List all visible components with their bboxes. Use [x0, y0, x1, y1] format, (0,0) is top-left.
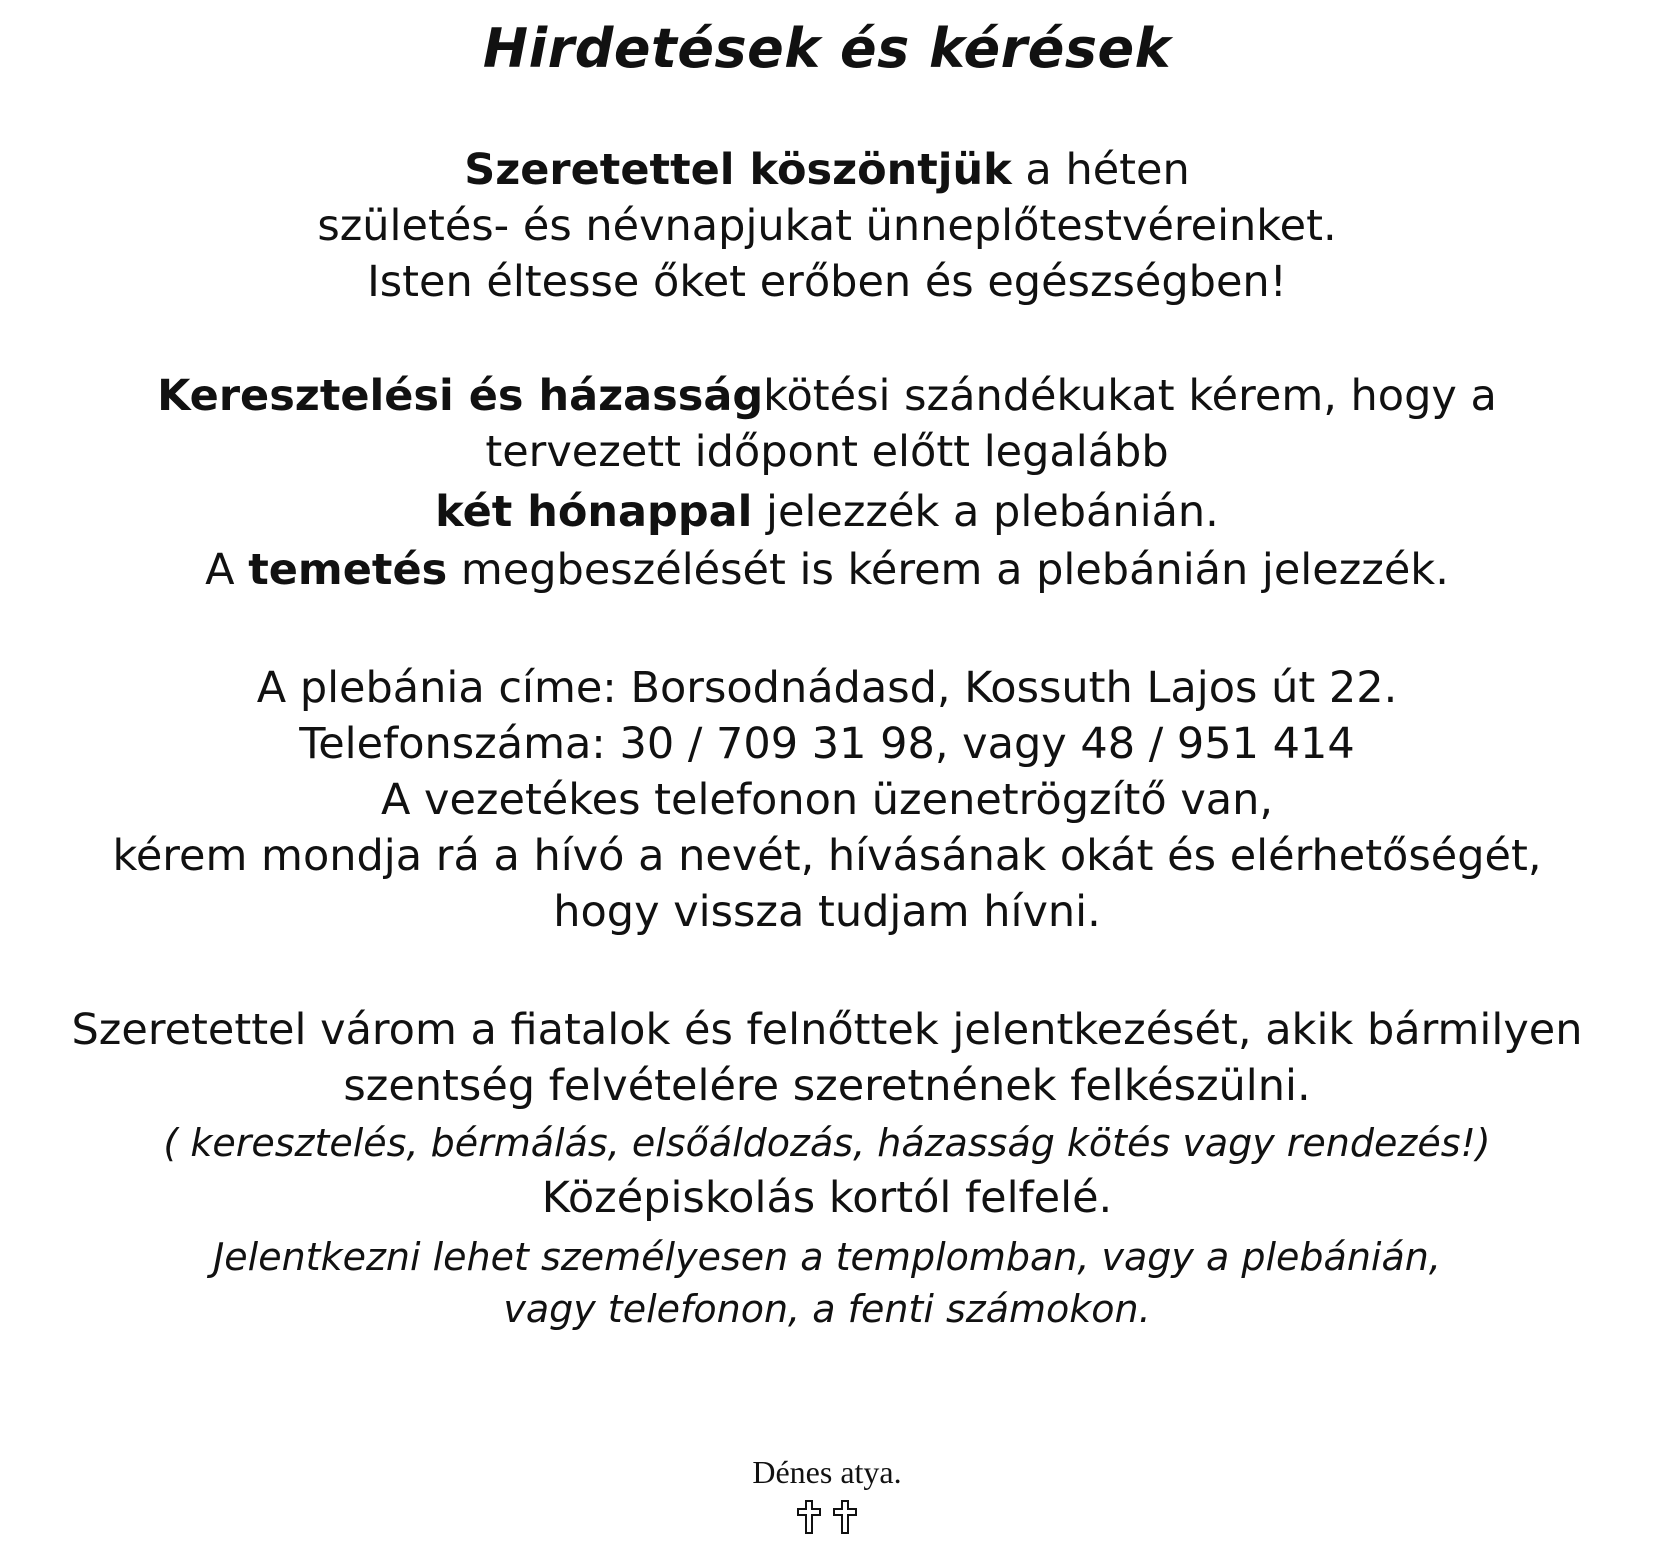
two-months-rest: jelezzék a plebánián. — [752, 487, 1219, 537]
birthday-line-3: Isten éltesse őket erőben és egészségben! — [367, 257, 1287, 307]
callback-instructions-line: kérem mondja rá a hívó a nevét, hívásának okát és elérhetőségét, — [112, 831, 1542, 881]
sacrament-list-line: ( keresztelés, bérmálás, elsőáldozás, házasság kötés vagy rendezés!) — [163, 1121, 1491, 1165]
phone-line: Telefonszáma: 30 / 709 31 98, vagy 48 / 951 414 — [299, 719, 1355, 769]
signature: Dénes atya. — [752, 1454, 902, 1490]
answering-machine-line: A vezetékes telefonon üzenetrögzítő van, — [380, 775, 1274, 825]
address-line: A plebánia címe: Borsodnádasd, Kossuth Lajos út 22. — [256, 663, 1398, 713]
birthday-line-2: születés- és névnapjukat ünneplőtestvéreinket. — [317, 201, 1337, 251]
funeral-line — [0, 542, 1654, 598]
callback-end-line: hogy vissza tudjam hívni. — [553, 887, 1101, 937]
page-title: Hirdetések és kérések — [482, 17, 1172, 80]
birthday-rest: a héten — [1011, 145, 1190, 195]
age-requirement-line: Középiskolás kortól felfelé. — [541, 1173, 1113, 1223]
crosses — [0, 1500, 1654, 1536]
signup-methods-line-2: vagy telefonon, a fenti számokon. — [503, 1287, 1151, 1331]
sacraments-line-1 — [0, 368, 1654, 424]
sacraments-bold: Keresztelési és házasság — [157, 371, 764, 421]
birthday-line-1 — [0, 142, 1654, 198]
registration-line-2: szentség felvételére szeretnének felkészülni. — [343, 1061, 1311, 1111]
sacraments-line-3 — [0, 484, 1654, 540]
cross-icon — [797, 1500, 821, 1534]
funeral-rest: megbeszélését is kérem a plebánián jelezzék. — [447, 545, 1449, 595]
sacraments-rest: kötési szándékukat kérem, hogy a — [763, 371, 1497, 421]
registration-line-1: Szeretettel várom a fiatalok és felnőttek jelentkezését, akik bármilyen — [71, 1005, 1583, 1055]
signup-methods-line-1: Jelentkezni lehet személyesen a templomban, vagy a plebánián, — [213, 1235, 1441, 1279]
cross-icon — [833, 1500, 857, 1534]
sacraments-line-2: tervezett időpont előtt legalább — [485, 427, 1169, 477]
funeral-bold: temetés — [248, 545, 448, 595]
funeral-pre: A — [205, 545, 249, 595]
two-months-bold: két hónappal — [435, 487, 753, 537]
birthday-bold: Szeretettel köszöntjük — [464, 145, 1012, 195]
